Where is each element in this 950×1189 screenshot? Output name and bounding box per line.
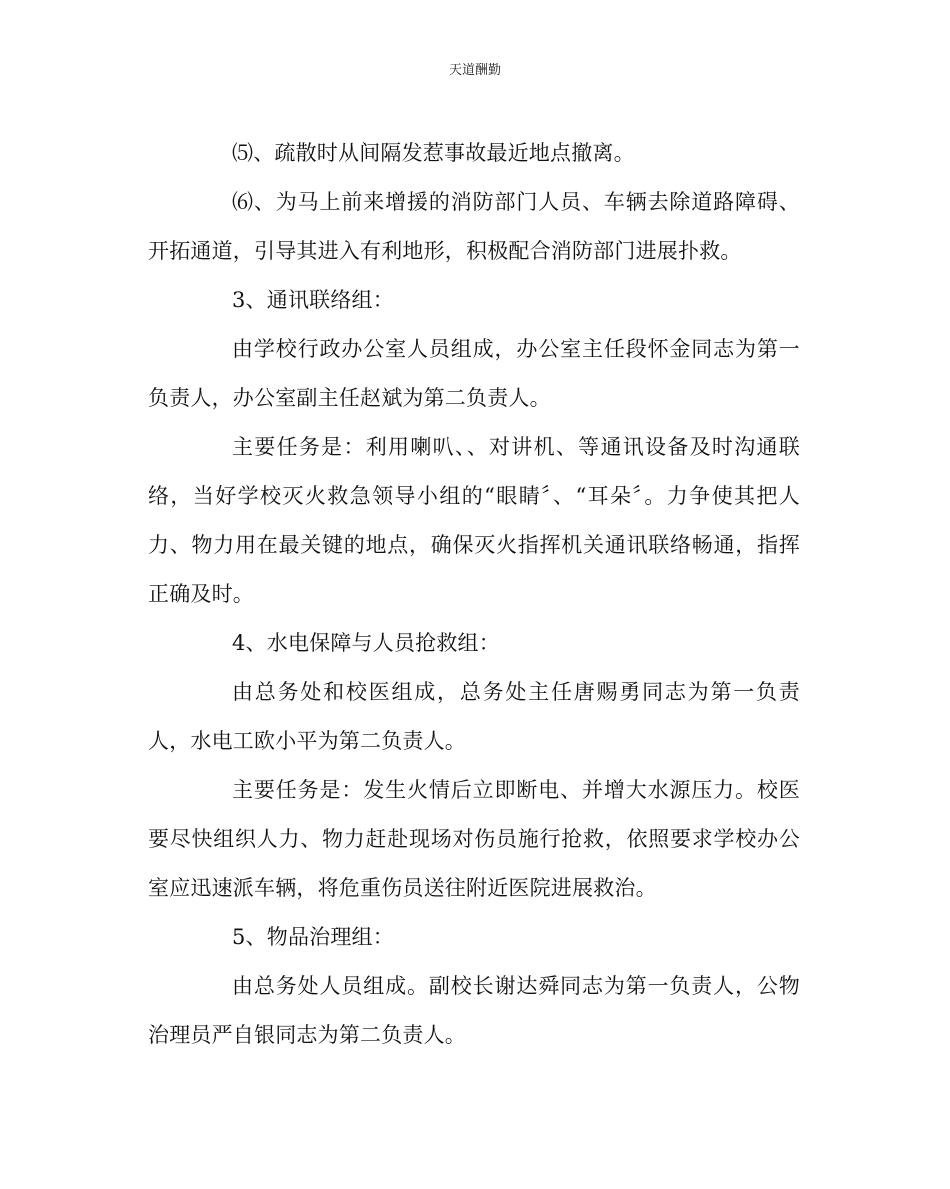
paragraph-communication-members: 由学校行政办公室人员组成，办公室主任段怀金同志为第一负责人，办公室副主任赵斌为第二负责人。 <box>148 337 800 410</box>
section-heading-utilities-rescue: 4、水电保障与人员抢救组： <box>232 631 500 655</box>
document-body <box>148 129 800 1060</box>
paragraph-communication-tasks: 主要任务是：利用喇叭、、对讲机、等通讯设备及时沟通联络，当好学校灭火救急领导小组的“眼睛〞、“耳朵〞。力争使其把人力、物力用在最关键的地点，确保灭火指挥机关通讯联络畅通，指挥正确及时。 <box>148 435 800 606</box>
section-heading-communication: 3、通讯联络组： <box>232 288 394 312</box>
paragraph-clear-road: ⑹、为马上前来增援的消防部门人员、车辆去除道路障碍、开拓通道，引导其进入有利地形，积极配合消防部门进展扑救。 <box>148 190 800 263</box>
paragraph-evacuation: ⑸、疏散时从间隔发惹事故最近地点撤离。 <box>232 141 635 165</box>
section-heading-goods-management: 5、物品治理组： <box>232 925 394 949</box>
paragraph-utilities-members: 由总务处和校医组成，总务处主任唐赐勇同志为第一负责人，水电工欧小平为第二负责人。 <box>148 680 800 753</box>
page-header: 天道酬勤 <box>448 63 501 78</box>
paragraph-utilities-tasks: 主要任务是：发生火情后立即断电、并增大水源压力。校医要尽快组织人力、物力赶赴现场对伤员施行抢救，依照要求学校办公室应迅速派车辆，将危重伤员送往附近医院进展救治。 <box>148 778 800 900</box>
paragraph-goods-members: 由总务处人员组成。副校长谢达舜同志为第一负责人，公物治理员严自银同志为第二负责人。 <box>148 974 800 1047</box>
